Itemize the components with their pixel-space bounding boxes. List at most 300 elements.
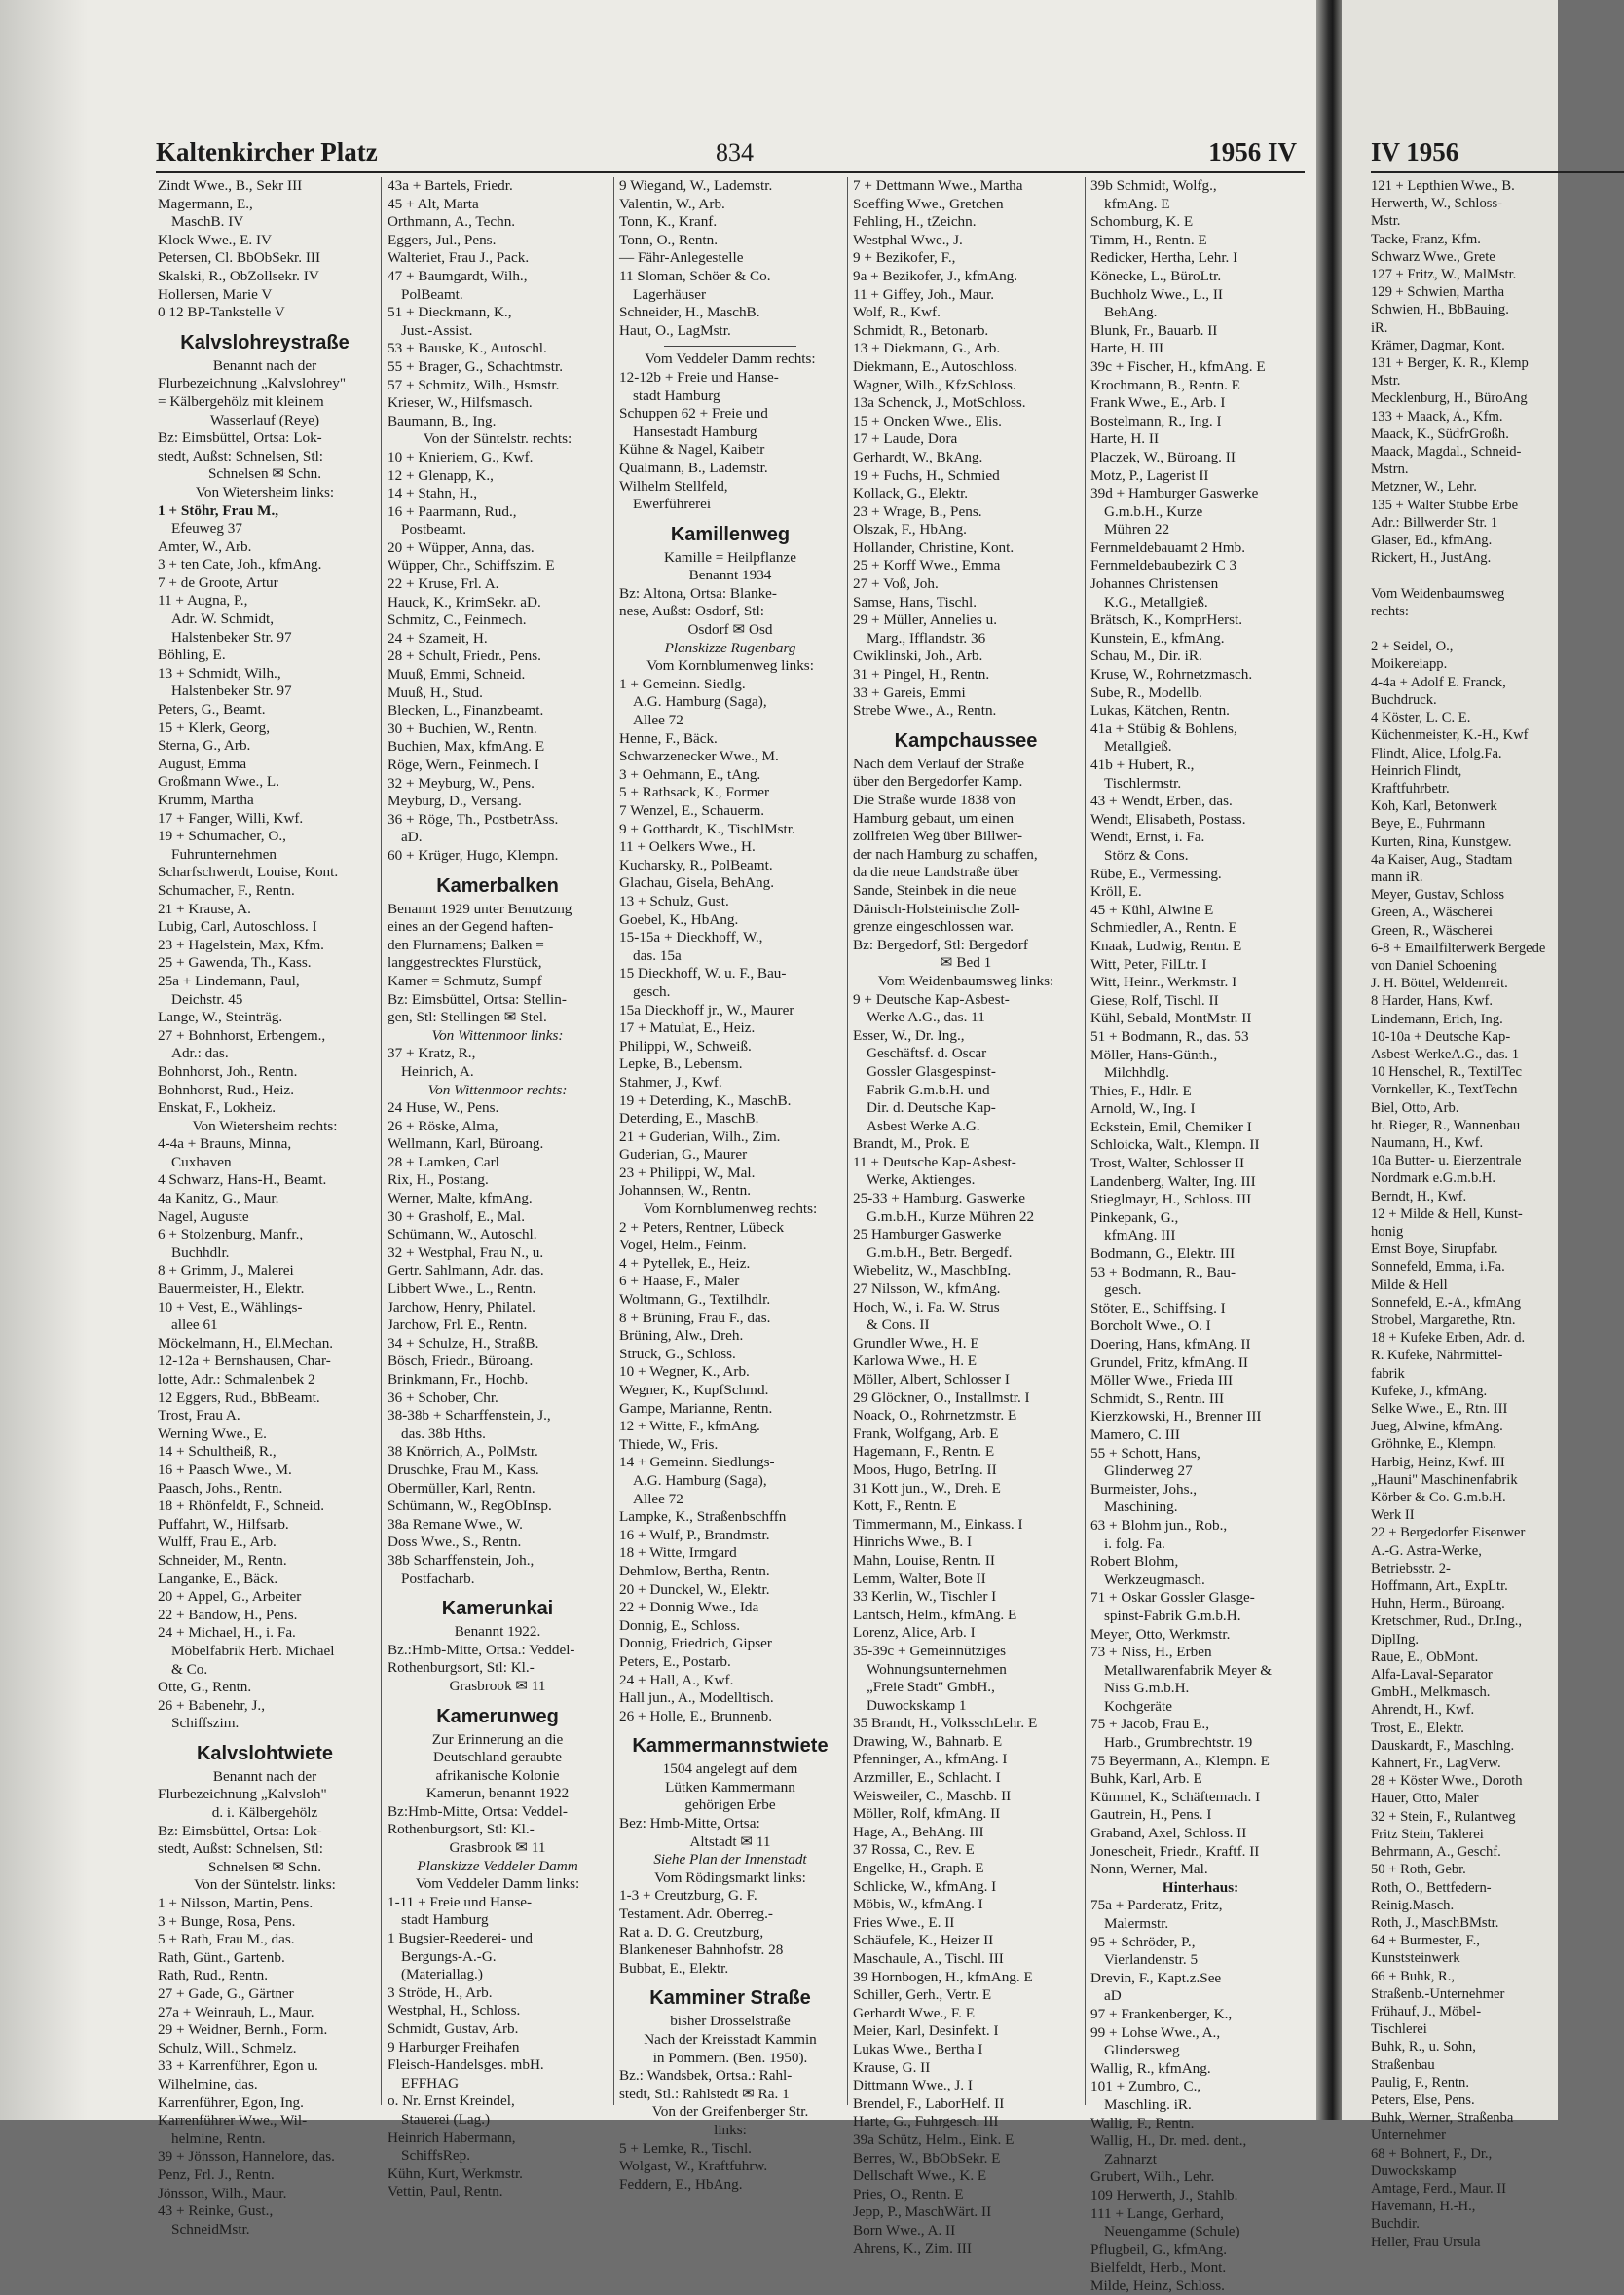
directory-entry: Schiffszim. [171, 1715, 240, 1732]
directory-entry: Bz: Eimsbüttel, Ortsa: Lok- [158, 1822, 322, 1839]
directory-entry: Hansestadt Hamburg [633, 423, 757, 440]
directory-entry: Rath, Rud., Rentn. [158, 1967, 269, 1984]
directory-entry: DiplIng. [1371, 1631, 1420, 1647]
directory-entry: Soeffing Wwe., Gretchen [853, 195, 1004, 212]
directory-entry: Berndt, H., Kwf. [1371, 1188, 1467, 1204]
directory-entry: 39b Schmidt, Wolfg., [1090, 177, 1217, 194]
directory-entry: 26 + Röske, Alma, [388, 1117, 498, 1134]
header-street-range: Kaltenkircher Platz [156, 137, 378, 167]
directory-entry: Rothenburgsort, Stl: Kl.- [388, 1821, 535, 1838]
directory-entry: Testament. Adr. Oberreg.- [619, 1906, 773, 1923]
directory-entry: 13 + Diekmann, G., Arb. [853, 340, 1001, 357]
directory-entry: 101 + Zumbro, C., [1090, 2078, 1201, 2095]
directory-entry: 22 + Donnig Wwe., Ida [619, 1599, 759, 1616]
directory-entry: 32 + Meyburg, W., Pens. [388, 774, 535, 792]
directory-entry: 41a + Stübig & Bohlens, [1090, 720, 1237, 737]
directory-entry: 11 + Oelkers Wwe., H. [619, 838, 756, 856]
directory-entry: Dauskardt, F., MaschIng. [1371, 1737, 1515, 1754]
directory-entry: Orthmann, A., Techn. [388, 213, 516, 231]
directory-entry: GmbH., Melkmasch. [1371, 1684, 1491, 1701]
directory-entry: 27 + Gade, G., Gärtner [158, 1985, 294, 2002]
directory-entry: Stauerei (Lag.) [401, 2110, 491, 2128]
directory-entry: 68 + Bohnert, F., Dr., [1371, 2145, 1493, 2162]
directory-entry: Lukas Wwe., Bertha I [853, 2040, 983, 2057]
directory-entry: 23 + Wrage, B., Pens. [853, 502, 982, 520]
book-spine [1316, 0, 1344, 2120]
directory-entry: Huhn, Herm., Büroang. [1371, 1596, 1505, 1612]
directory-entry: (Materiallag.) [401, 1966, 483, 1983]
directory-entry: 39d + Hamburger Gaswerke [1090, 485, 1259, 502]
column-divider [847, 177, 848, 2105]
directory-column-5 [1090, 177, 1310, 2294]
directory-entry: Körber & Co. G.m.b.H. [1371, 1490, 1506, 1506]
directory-entry: Bz: Eimsbüttel, Ortsa: Stellin- [388, 990, 567, 1008]
directory-entry: Rat a. D. G. Creutzburg, [619, 1923, 764, 1941]
directory-entry: 22 + Bergedorfer Eisenwer [1371, 1525, 1526, 1541]
directory-entry: 41b + Hubert, R., [1090, 757, 1195, 773]
directory-entry: Maack, Magdal., Schneid- [1371, 444, 1522, 461]
page-number: 834 [716, 138, 754, 167]
directory-entry: Fernmeldebauamt 2 Hmb. [1090, 538, 1246, 556]
directory-entry: Buchholz Wwe., L., II [1090, 285, 1223, 303]
directory-entry: Diekmann, E., Autoschloss. [853, 357, 1017, 375]
directory-entry: Mstr. [1371, 373, 1401, 389]
directory-entry: Kühn, Kurt, Werkmstr. [388, 2165, 523, 2182]
directory-entry: nese, Außst: Osdorf, Stl: [619, 603, 764, 620]
directory-entry: Kahnert, Fr., LagVerw. [1371, 1756, 1501, 1772]
directory-entry: 36 + Schober, Chr. [388, 1388, 498, 1406]
directory-entry: Rübe, E., Vermessing. [1090, 865, 1222, 882]
directory-entry: Jarchow, Henry, Philatel. [388, 1298, 535, 1315]
directory-entry: Jueg, Alwine, kfmAng. [1371, 1419, 1503, 1435]
directory-entry: Von der Süntelstr. links: [194, 1876, 336, 1894]
directory-entry: Buhk, Karl, Arb. E [1090, 1770, 1202, 1788]
directory-entry: Mamero, C. III [1090, 1425, 1180, 1443]
directory-entry: Moos, Hugo, BetrIng. II [853, 1461, 997, 1478]
directory-entry: Glindersweg [1104, 2042, 1180, 2059]
directory-entry: Penz, Frl. J., Rentn. [158, 2165, 275, 2183]
directory-entry: Bodmann, G., Elektr. III [1090, 1245, 1236, 1263]
directory-entry: Unternehmer [1371, 2128, 1446, 2144]
directory-entry: afrikanische Kolonie [435, 1766, 560, 1784]
directory-entry: Behrmann, A., Geschf. [1371, 1844, 1501, 1861]
directory-entry: Krämer, Dagmar, Kont. [1371, 337, 1505, 353]
header-year-volume: 1956 IV [1208, 137, 1297, 167]
directory-entry: Peters, Else, Pens. [1371, 2091, 1475, 2108]
directory-entry: 1504 angelegt auf dem [662, 1760, 798, 1778]
directory-column-4 [853, 177, 1079, 2257]
directory-entry: der nach Hamburg zu schaffen, [853, 845, 1038, 863]
directory-entry: 39a Schütz, Helm., Eink. E [853, 2130, 1015, 2148]
directory-column-1 [158, 177, 372, 2238]
directory-entry: Trost, Frau A. [158, 1407, 240, 1425]
directory-entry: Kraftfuhrbetr. [1371, 780, 1450, 796]
directory-entry: Duwockskamp [1371, 2163, 1457, 2179]
directory-entry: 1 + Gemeinn. Siedlg. [619, 675, 746, 692]
directory-entry: Schmidt, R., Betonarb. [853, 321, 989, 339]
directory-entry: Kochgeräte [1104, 1697, 1172, 1715]
directory-entry [1371, 567, 1624, 584]
directory-entry: Flindt, Alice, Lfolg.Fa. [1371, 745, 1502, 761]
directory-entry: 64 + Burmester, F., [1371, 1933, 1480, 1949]
directory-entry: Möller, Albert, Schlosser I [853, 1371, 1010, 1388]
directory-entry: Moikereiapp. [1371, 656, 1448, 673]
directory-entry: Pinkepank, G., [1090, 1208, 1179, 1226]
directory-entry: Könecke, L., BüroLtr. [1090, 267, 1222, 284]
directory-entry: Kühl, Sebald, MontMstr. II [1090, 1010, 1252, 1027]
directory-entry: Postbeamt. [401, 521, 467, 538]
directory-entry: stedt, Stl.: Rahlstedt ✉ Ra. 1 [619, 2085, 790, 2102]
directory-entry: Malermstr. [1104, 1915, 1169, 1932]
directory-entry: 12 + Glenapp, K., [388, 466, 494, 484]
directory-entry: 10 + Knieriem, G., Kwf. [388, 448, 534, 465]
directory-entry: Drevin, F., Kapt.z.See [1090, 1969, 1222, 1986]
directory-entry: 23 + Philippi, W., Mal. [619, 1164, 756, 1181]
directory-entry: Meyer, Gustav, Schloss [1371, 887, 1505, 904]
directory-entry: Kamerun, benannt 1922 [425, 1785, 570, 1802]
directory-entry: & Cons. II [867, 1316, 930, 1334]
directory-entry: Hauer, Otto, Maler [1371, 1791, 1479, 1807]
directory-entry: Alfa-Laval-Separator [1371, 1667, 1493, 1684]
directory-entry: Blunk, Fr., Bauarb. II [1090, 321, 1218, 339]
directory-entry: eines an der Gegend haften- [388, 918, 554, 936]
directory-entry: Schümann, W., RegObInsp. [388, 1498, 552, 1515]
directory-entry: Buchdir. [1371, 2216, 1420, 2233]
directory-entry: Halstenbeker Str. 97 [171, 683, 292, 700]
directory-entry: Herwerth, W., Schloss- [1371, 196, 1502, 212]
directory-entry: Dehmlow, Bertha, Rentn. [619, 1562, 770, 1579]
directory-entry: 21 + Krause, A. [158, 900, 251, 917]
directory-entry: Bauermeister, H., Elektr. [158, 1280, 305, 1298]
directory-entry: Peters, E., Postarb. [619, 1652, 731, 1670]
directory-entry: Meyburg, D., Versang. [388, 793, 522, 810]
directory-entry: Lütken Kammermann [665, 1778, 795, 1795]
directory-entry: Mstrn. [1371, 462, 1409, 478]
directory-entry: Pries, O., Rentn. E [853, 2185, 964, 2202]
directory-entry: 25a + Lindemann, Paul, [158, 972, 300, 989]
directory-entry: Green, A., Wäscherei [1371, 905, 1493, 921]
directory-entry: Wulff, Frau E., Arb. [158, 1534, 277, 1551]
directory-entry: Lampke, K., Straßenbschffn [619, 1508, 787, 1526]
directory-entry: von Daniel Schoening [1371, 957, 1497, 974]
directory-entry: MaschB. IV [171, 213, 244, 231]
directory-entry: 28 + Lamken, Carl [388, 1153, 499, 1170]
directory-entry: Zindt Wwe., B., Sekr III [158, 177, 303, 194]
directory-entry: Kollack, G., Elektr. [853, 485, 969, 502]
directory-entry: Vom Kornblumenweg rechts: [643, 1201, 818, 1218]
directory-entry: Lagerhäuser [633, 285, 707, 303]
directory-entry: Bz.: Wandsbek, Ortsa.: Rahl- [619, 2067, 793, 2085]
directory-entry: Blankeneser Bahnhofstr. 28 [619, 1942, 784, 1959]
directory-entry: Wendt, Elisabeth, Postass. [1090, 810, 1246, 828]
directory-entry: Straßenb.-Unternehmer [1371, 1985, 1505, 2002]
directory-entry: Deterding, E., MaschB. [619, 1110, 759, 1128]
directory-entry: Pfenninger, A., kfmAng. I [853, 1751, 1008, 1768]
directory-column-2 [388, 177, 608, 2201]
directory-entry: Donnig, Friedrich, Gipser [619, 1635, 772, 1652]
directory-entry: Nonn, Werner, Mal. [1090, 1861, 1208, 1878]
directory-entry: Struck, G., Schloss. [619, 1345, 736, 1362]
directory-entry: aD [1104, 1987, 1122, 2005]
directory-entry: Möckelmann, H., El.Mechan. [158, 1334, 334, 1351]
directory-entry: 9 Wiegand, W., Lademstr. [619, 177, 773, 194]
directory-entry: Buchien, Max, kfmAng. E [388, 738, 545, 756]
directory-entry: Schwarz Wwe., Grete [1371, 248, 1495, 265]
directory-entry: Esser, W., Dr. Ing., [853, 1026, 965, 1044]
directory-entry: 24 + Hall, A., Kwf. [619, 1671, 734, 1688]
directory-entry: Nordmark e.G.m.b.H. [1371, 1170, 1496, 1187]
directory-entry: 6 + Stolzenburg, Manfr., [158, 1226, 304, 1243]
directory-entry: Krochmann, B., Rentn. E [1090, 376, 1240, 393]
directory-entry: 109 Herwerth, J., Stahlb. [1090, 2186, 1238, 2203]
directory-entry: Werner, Malte, kfmAng. [388, 1190, 533, 1207]
directory-entry: Benannt 1934 [688, 567, 772, 584]
directory-entry: 9a + Bezikofer, J., kfmAng. [853, 267, 1018, 284]
directory-entry: 97 + Frankenberger, K., [1090, 2005, 1233, 2022]
directory-entry: Von der Süntelstr. rechts: [423, 430, 572, 448]
directory-entry: Bohnhorst, Rud., Heiz. [158, 1081, 295, 1098]
directory-entry: 5 + Rathsack, K., Former [619, 784, 770, 801]
directory-entry: Von Wietersheim links: [195, 483, 335, 500]
directory-entry: Von Wietersheim rechts: [192, 1117, 338, 1134]
directory-entry: 75 + Jacob, Frau E., [1090, 1716, 1210, 1733]
directory-entry: 14 + Schultheiß, R., [158, 1443, 277, 1461]
directory-entry: 4 Köster, L. C. E. [1371, 710, 1471, 726]
directory-entry: 15 + Klerk, Georg, [158, 719, 270, 736]
directory-entry: 9 Harburger Freihafen [388, 2038, 520, 2055]
directory-entry: Nach dem Verlauf der Straße [853, 755, 1024, 772]
directory-entry: 45 + Alt, Marta [388, 195, 479, 212]
directory-entry: 111 + Lange, Gerhard, [1090, 2204, 1224, 2222]
directory-entry: 0 12 BP-Tankstelle V [158, 304, 285, 321]
directory-entry: Beye, E., Fuhrmann [1371, 816, 1486, 833]
directory-entry: kfmAng. E [1104, 195, 1170, 212]
directory-entry: 57 + Schmitz, Wilh., Hsmstr. [388, 376, 560, 393]
directory-entry: Hoffmann, Art., ExpLtr. [1371, 1578, 1508, 1595]
directory-entry: fabrik [1371, 1365, 1405, 1382]
directory-entry: 38 Knörrich, A., PolMstr. [388, 1443, 538, 1461]
directory-entry: 133 + Maack, A., Kfm. [1371, 408, 1503, 425]
column-divider [1085, 177, 1086, 2105]
directory-entry: A.G. Hamburg (Saga), [633, 1471, 767, 1489]
directory-entry: 30 + Grasholf, E., Mal. [388, 1207, 526, 1225]
directory-entry: 26 + Holle, E., Brunnenb. [619, 1707, 773, 1724]
directory-entry: 55 + Brager, G., Schachtmstr. [388, 357, 564, 375]
directory-entry: Efeuweg 37 [171, 520, 242, 537]
directory-entry: Lemm, Walter, Bote II [853, 1570, 986, 1587]
directory-entry: Otte, G., Rentn. [158, 1679, 252, 1696]
directory-entry: Noack, O., Rohrnetzmstr. E [853, 1407, 1017, 1425]
directory-entry: 29 Glöckner, O., Installmstr. I [853, 1388, 1030, 1406]
directory-entry: Lange, W., Steinträg. [158, 1009, 283, 1026]
directory-entry: 29 + Weidner, Bernh., Form. [158, 2021, 328, 2039]
directory-entry: Schmidt, S., Rentn. III [1090, 1389, 1225, 1407]
directory-entry: Dänisch-Holsteinische Zoll- [853, 900, 1020, 917]
directory-entry: Grundler Wwe., H. E [853, 1334, 979, 1351]
directory-entry: 10 Henschel, R., TextilTec [1371, 1064, 1522, 1081]
directory-entry: das. 15a [633, 946, 682, 964]
directory-entry: 5 + Rath, Frau M., das. [158, 1931, 295, 1948]
directory-entry: Donnig, E., Schloss. [619, 1616, 741, 1634]
directory-entry: Kamille = Heilpflanze [664, 548, 796, 566]
directory-entry: Rickert, H., JustAng. [1371, 550, 1492, 567]
directory-entry: Schiller, Gerh., Vertr. E [853, 1986, 992, 2004]
directory-entry: Planskizze Rugenbarg [664, 639, 796, 656]
directory-entry: Jönsson, Wilh., Maur. [158, 2184, 287, 2202]
directory-entry: Heinrich Habermann, [388, 2128, 516, 2146]
directory-entry: in Pommern. (Ben. 1950). [652, 2049, 808, 2066]
directory-entry: 3 + Oehmann, E., tAng. [619, 765, 761, 783]
directory-entry: Harbig, Heinz, Kwf. III [1371, 1454, 1505, 1470]
directory-entry: Westphal Wwe., J. [853, 231, 963, 248]
directory-entry: 20 + Appel, G., Arbeiter [158, 1588, 302, 1606]
directory-entry: gesch. [633, 982, 671, 1000]
directory-entry: 4 Schwarz, Hans-H., Beamt. [158, 1171, 327, 1189]
directory-entry: stedt, Außst: Schnelsen, Stl: [158, 1840, 324, 1858]
directory-entry: Osdorf ✉ Osd [687, 621, 773, 639]
directory-entry: Betriebsstr. 2- [1371, 1560, 1451, 1576]
directory-entry: Jepp, P., MaschWärt. II [853, 2203, 992, 2221]
directory-entry: 34 + Schulze, H., StraßB. [388, 1334, 539, 1351]
right-header-volume-year: IV 1956 [1371, 137, 1459, 167]
directory-entry: Großmann Wwe., L. [158, 773, 279, 791]
directory-entry: Petersen, Cl. BbObSekr. III [158, 249, 321, 267]
directory-entry: Kunstein, E., kfmAng. [1090, 629, 1225, 647]
directory-entry: 11 + Augna, P., [158, 592, 248, 610]
directory-entry: Deutschland geraubte [433, 1749, 562, 1766]
directory-entry: 22 + Kruse, Frl. A. [388, 575, 499, 593]
directory-entry: Roth, J., MaschBMstr. [1371, 1914, 1499, 1931]
directory-entry: 4 + Pytellek, E., Heiz. [619, 1254, 751, 1272]
directory-entry: Wallig, H., Dr. med. dent., [1090, 2132, 1247, 2150]
directory-entry: Berres, W., BbObSekr. E [853, 2149, 1001, 2166]
directory-entry: 10-10a + Deutsche Kap- [1371, 1028, 1511, 1045]
directory-entry: Goebel, K., HbAng. [619, 910, 739, 928]
directory-entry: gesch. [1104, 1281, 1142, 1299]
directory-entry: stadt Hamburg [401, 1911, 489, 1929]
directory-entry: Tischlerei [1371, 2021, 1427, 2038]
directory-entry: 73 + Niss, H., Erben [1090, 1644, 1212, 1661]
directory-entry: Meier, Karl, Desinfekt. I [853, 2022, 999, 2040]
directory-entry: Neuengamme (Schule) [1104, 2223, 1240, 2240]
directory-entry: Krieser, W., Hilfsmasch. [388, 394, 533, 412]
directory-entry: „Hauni" Maschinenfabrik [1371, 1471, 1518, 1488]
directory-entry: 33 Kerlin, W., Tischler I [853, 1588, 997, 1606]
directory-entry: Kierzkowski, H., Brenner III [1090, 1408, 1262, 1425]
directory-entry: Gossler Glasgespinst- [867, 1062, 996, 1080]
directory-entry: 35-39c + Gemeinnütziges [853, 1642, 1007, 1659]
directory-entry: Gertr. Sahlmann, Adr. das. [388, 1262, 544, 1279]
directory-entry: Schau, M., Dir. iR. [1090, 648, 1202, 665]
directory-entry [1371, 620, 1624, 638]
directory-entry: Allee 72 [633, 712, 683, 729]
directory-entry: Flurbezeichnung „Kalvsloh" [158, 1786, 327, 1803]
directory-entry: Tischlermstr. [1104, 774, 1182, 792]
directory-entry: Witt, Peter, FilLtr. I [1090, 955, 1207, 973]
directory-entry: Glinderweg 27 [1104, 1462, 1193, 1480]
right-page-header [1371, 129, 1624, 173]
directory-entry: Bez: Hmb-Mitte, Ortsa: [619, 1815, 760, 1832]
directory-entry: Libbert Wwe., L., Rentn. [388, 1280, 536, 1298]
street-heading: Kalvslohtwiete [196, 1742, 334, 1764]
directory-entry: 25-33 + Hamburg. Gaswerke [853, 1190, 1025, 1207]
directory-entry: Frank, Wolfgang, Arb. E [853, 1425, 999, 1442]
directory-entry: zollfreien Weg über Billwer- [853, 828, 1023, 845]
directory-entry: 4-4a + Adolf E. Franck, [1371, 674, 1506, 690]
directory-entry: Tonn, K., Kranf. [619, 213, 718, 231]
directory-entry: Heinrich, A. [401, 1062, 474, 1080]
directory-entry: Schomburg, K. E [1090, 213, 1194, 231]
column-divider [613, 177, 614, 2105]
directory-entry: 31 Kott jun., W., Dreh. E [853, 1479, 1001, 1497]
directory-entry: Puffahrt, W., Hilfsarb. [158, 1515, 289, 1533]
directory-entry: 29 + Müller, Annelies u. [853, 611, 998, 629]
directory-entry: 43a + Bartels, Friedr. [388, 177, 513, 194]
directory-entry: Haut, O., LagMstr. [619, 321, 731, 339]
street-heading: Kamerbalken [436, 874, 559, 897]
directory-entry: Wasserlauf (Reye) [209, 411, 320, 428]
directory-entry: Lorenz, Alice, Arb. I [853, 1624, 976, 1642]
directory-entry: Kretschmer, Rud., Dr.Ing., [1371, 1613, 1523, 1630]
directory-entry: J. H. Böttel, Weldenreit. [1371, 976, 1508, 992]
directory-entry: 16 + Wulf, P., Brandmstr. [619, 1526, 770, 1543]
directory-entry: Werning Wwe., E. [158, 1425, 267, 1442]
directory-entry: 12 Eggers, Rud., BbBeamt. [158, 1388, 320, 1406]
directory-entry: 5 + Lemke, R., Tischl. [619, 2139, 752, 2157]
directory-entry: Karlowa Wwe., H. E [853, 1352, 978, 1370]
directory-entry: o. Nr. Ernst Kreindel, [388, 2092, 515, 2110]
directory-entry: Harb., Grumbrechtstr. 19 [1104, 1734, 1253, 1752]
directory-entry: Karrenführer, Egon, Ing. [158, 2093, 304, 2111]
directory-entry: 25 + Korff Wwe., Emma [853, 557, 1001, 574]
directory-entry: Amter, W., Arb. [158, 537, 252, 555]
directory-entry: 2 + Peters, Rentner, Lübeck [619, 1218, 785, 1236]
directory-entry: Kucharsky, R., PolBeamt. [619, 856, 773, 873]
directory-entry: 30 + Buchien, W., Rentn. [388, 720, 537, 737]
directory-entry: Harte, H. III [1090, 340, 1164, 357]
directory-entry: Knaak, Ludwig, Rentn. E [1090, 937, 1242, 954]
directory-entry: links: [714, 2121, 747, 2138]
directory-entry: Guderian, G., Maurer [619, 1146, 748, 1164]
directory-entry: 12-12b + Freie und Hanse- [619, 368, 779, 386]
directory-entry: 63 + Blohm jun., Rob., [1090, 1516, 1228, 1534]
directory-entry: Glachau, Gisela, BehAng. [619, 874, 775, 892]
directory-entry: 9 + Bezikofer, F., [853, 249, 956, 267]
directory-entry: 15a Dieckhoff jr., W., Maurer [619, 1001, 794, 1018]
directory-entry: Giese, Rolf, Tischl. II [1090, 991, 1219, 1009]
directory-entry: Green, R., Wäscherei [1371, 922, 1493, 939]
directory-entry: 129 + Schwien, Martha [1371, 284, 1505, 301]
directory-entry: Paasch, Johs., Rentn. [158, 1479, 283, 1497]
directory-entry: langgestrecktes Flurstück, [388, 954, 542, 972]
directory-entry: Naumann, H., Kwf. [1371, 1134, 1484, 1151]
directory-entry: Bösch, Friedr., Büroang. [388, 1352, 534, 1370]
directory-entry: kfmAng. III [1104, 1227, 1176, 1244]
directory-entry: 27 + Bohnhorst, Erbengem., [158, 1026, 326, 1044]
directory-entry: SchiffsRep. [401, 2147, 471, 2165]
directory-entry: 27 + Voß, Joh. [853, 575, 939, 593]
directory-entry: Bohnhorst, Joh., Rentn. [158, 1062, 298, 1080]
directory-entry: Bielfeldt, Herb., Mont. [1090, 2259, 1227, 2276]
directory-entry: Wallig, F., Rentn. [1090, 2114, 1195, 2131]
directory-entry: Wohnungsunternehmen [867, 1660, 1007, 1678]
directory-entry: 4-4a + Brauns, Minna, [158, 1135, 292, 1153]
directory-entry: PolBeamt. [401, 285, 463, 303]
directory-entry: Karrenführer Wwe., Wil- [158, 2112, 308, 2129]
directory-entry: Strobel, Margarethe, Rtn. [1371, 1313, 1516, 1328]
directory-entry: Werke A.G., das. 11 [867, 1009, 985, 1026]
directory-entry: Maschining. [1104, 1499, 1178, 1516]
